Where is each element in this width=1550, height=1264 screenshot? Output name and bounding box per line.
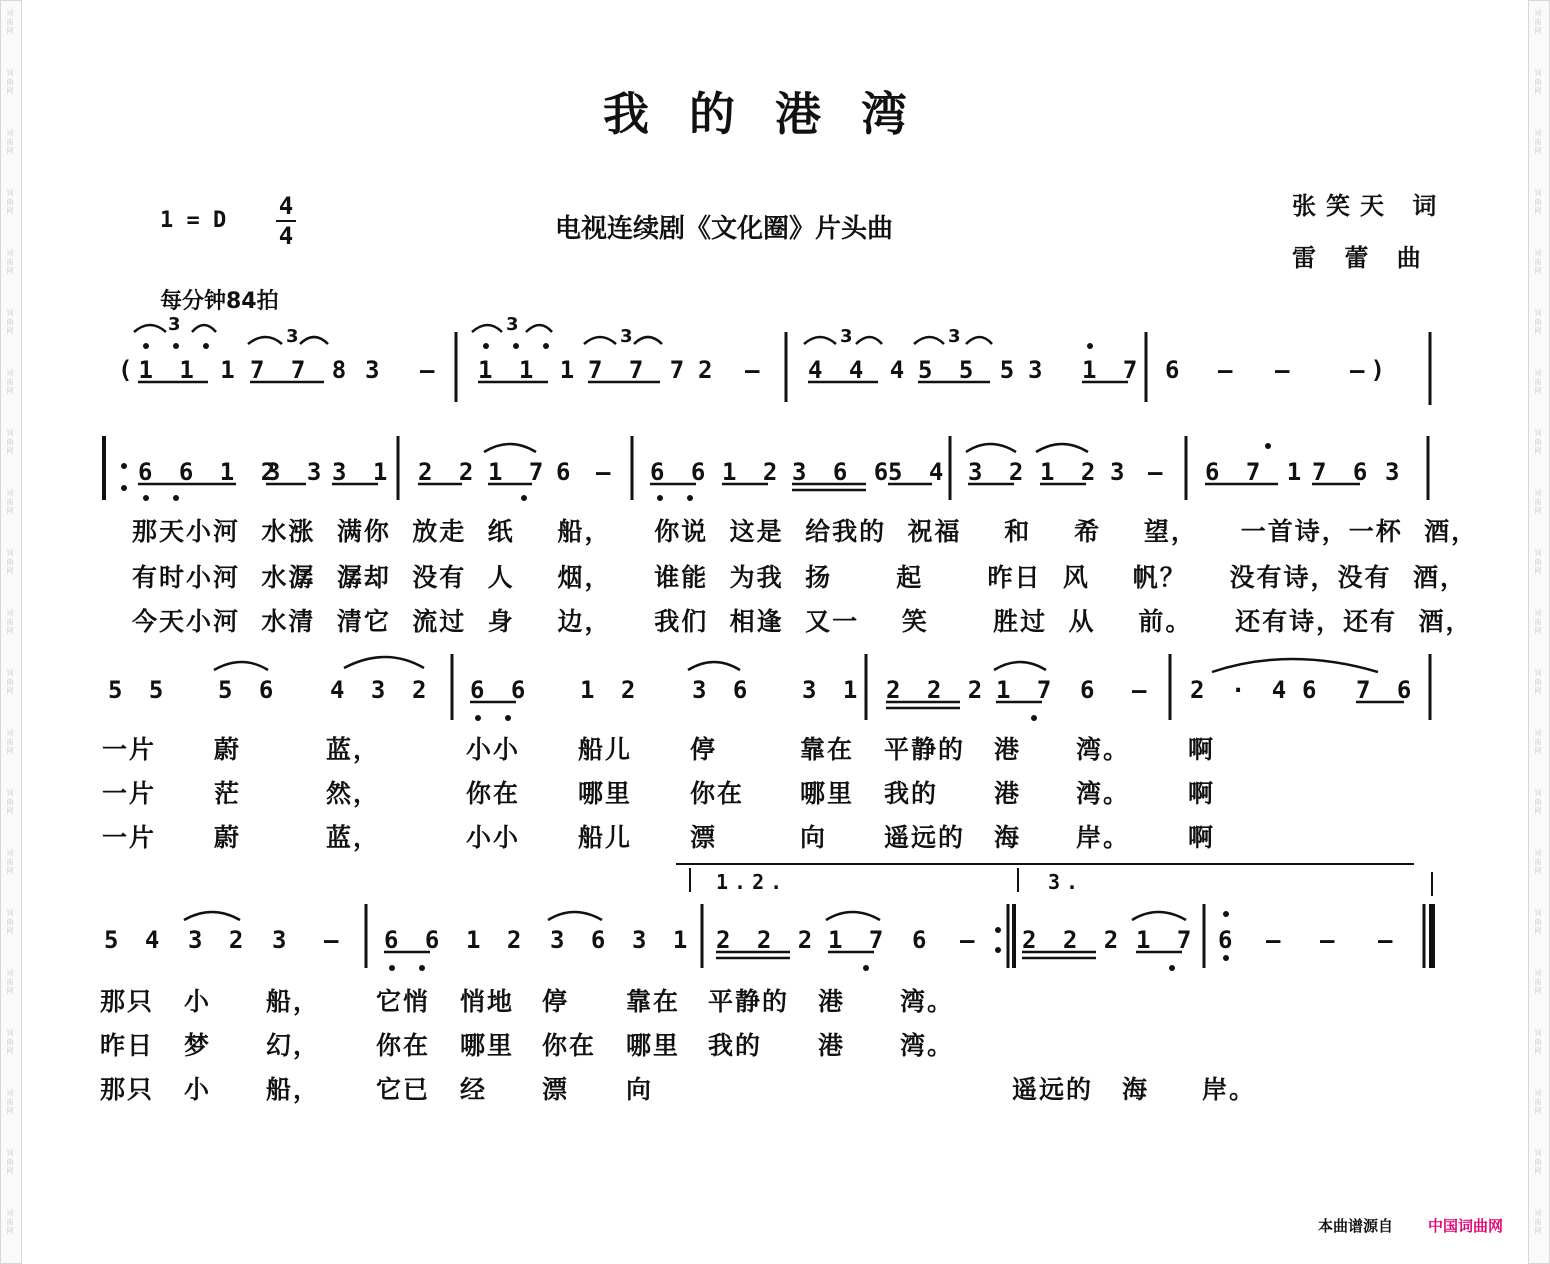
r2-note: 3 1 xyxy=(802,676,864,704)
subtitle: 电视连续剧《文化圈》片头曲 xyxy=(555,214,894,244)
watermark-glyph: 词 曲 网 xyxy=(6,249,14,275)
watermark-glyph: 词 曲 网 xyxy=(1534,1149,1542,1175)
watermark-glyph: 词 曲 网 xyxy=(6,369,14,395)
r3-note: — xyxy=(1320,926,1341,954)
intro-m2-c: 2 xyxy=(698,356,719,384)
watermark-glyph: 词 曲 网 xyxy=(6,609,14,635)
r2-note: 6 6 xyxy=(470,676,532,704)
r1-note: 2 2 xyxy=(418,458,480,486)
r2-note: 1 2 xyxy=(580,676,642,704)
watermark-glyph: 词 曲 网 xyxy=(6,1089,14,1115)
intro-m4-d: —) xyxy=(1350,356,1391,384)
footer-source: 本曲谱源自 xyxy=(1318,1217,1394,1235)
watermark-glyph: 词 曲 网 xyxy=(6,969,14,995)
watermark-glyph: 词 曲 网 xyxy=(6,909,14,935)
watermark-glyph: 词 曲 网 xyxy=(1534,909,1542,935)
r1-note: 7 6 xyxy=(1312,458,1374,486)
composer-credit: 雷 蕾 曲 xyxy=(1292,244,1431,272)
footer-site-link[interactable]: 中国词曲网 xyxy=(1428,1217,1504,1235)
triplet-mark: 3 xyxy=(168,314,181,335)
r1-note: — xyxy=(1148,458,1169,486)
r3-note: 3 xyxy=(272,926,293,954)
intro-m3-b: 5 5 5 xyxy=(918,356,1021,384)
r2-note: 6 xyxy=(1080,676,1101,704)
key-signature: 1 = D xyxy=(160,208,227,233)
intro-m4-c: — xyxy=(1275,356,1296,384)
intro-m3-d: 1 7 xyxy=(1082,356,1144,384)
watermark-glyph: 词 曲 网 xyxy=(1534,69,1542,95)
intro-m2-a: 1 1 1 xyxy=(478,356,581,384)
watermark-glyph: 词 曲 网 xyxy=(6,729,14,755)
r2-note: 5 6 xyxy=(218,676,280,704)
watermark-glyph: 词 曲 网 xyxy=(1534,789,1542,815)
watermark-glyph: 词 曲 网 xyxy=(1534,249,1542,275)
r1-note: — xyxy=(596,458,617,486)
intro-m4-a: 6 xyxy=(1165,356,1186,384)
intro-m1-b: 7 7 8 xyxy=(250,356,353,384)
watermark-glyph: 词 曲 网 xyxy=(1534,849,1542,875)
watermark-glyph: 词 曲 网 xyxy=(1534,1209,1542,1235)
r2-note: 3 6 xyxy=(692,676,754,704)
r3-note: 6 xyxy=(912,926,933,954)
intro-m3-c: 3 xyxy=(1028,356,1049,384)
intro-m4-b: — xyxy=(1218,356,1239,384)
r3-note: 3 1 xyxy=(632,926,694,954)
lyricist-credit: 张笑天 词 xyxy=(1292,192,1447,220)
volta-1-2: 1.2. xyxy=(716,870,789,894)
r3-note: 1 7 xyxy=(1136,926,1198,954)
r3-note: 1 7 xyxy=(828,926,890,954)
triplet-mark: 3 xyxy=(506,314,519,335)
watermark-glyph: 词 曲 网 xyxy=(6,1149,14,1175)
volta-3: 3. xyxy=(1048,870,1085,894)
watermark-glyph: 词 曲 网 xyxy=(6,489,14,515)
r1-note: 3 1 xyxy=(332,458,394,486)
r2-note: — xyxy=(1132,676,1153,704)
watermark-glyph: 词 曲 网 xyxy=(6,9,14,35)
watermark-glyph: 词 曲 网 xyxy=(6,549,14,575)
r1-note: 1 2 xyxy=(1040,458,1102,486)
r1-note: 1 7 xyxy=(488,458,550,486)
watermark-glyph: 词 曲 网 xyxy=(6,669,14,695)
r2-note: 6 xyxy=(1302,676,1323,704)
intro-m3-a: 4 4 4 xyxy=(808,356,911,384)
r2-note: 2 · 4 xyxy=(1190,676,1293,704)
r1-note: 3 xyxy=(1110,458,1131,486)
slurs xyxy=(134,325,1378,920)
intro-m2-b: 7 7 7 xyxy=(588,356,691,384)
r1-note: 3 6 6 xyxy=(792,458,895,486)
watermark-glyph: 词 曲 网 xyxy=(6,129,14,155)
r1-lyrics-verse1: 那天小河 水涨 满你 放走 纸 船， 你说 这是 给我的 祝福 和 希 望， 一首诗，一杯 酒， xyxy=(132,517,1479,546)
r3-note: 6 6 xyxy=(384,926,446,954)
intro-m1-a: (1 1 1 xyxy=(118,356,241,384)
r1-note: 6 6 1 2 xyxy=(138,458,282,486)
watermark-glyph: 词 曲 网 xyxy=(1534,969,1542,995)
r3-note: — xyxy=(324,926,345,954)
r3-note: — xyxy=(1266,926,1287,954)
watermark-glyph: 词 曲 网 xyxy=(6,189,14,215)
watermark-glyph: 词 曲 网 xyxy=(6,69,14,95)
r2-note: 7 6 xyxy=(1356,676,1418,704)
r2-note: 2 xyxy=(412,676,433,704)
r3-note: 2 2 2 xyxy=(716,926,819,954)
time-signature-top: 4 xyxy=(278,192,294,220)
watermark-glyph: 词 曲 网 xyxy=(1534,729,1542,755)
r1-note: 3 2 xyxy=(968,458,1030,486)
watermark-glyph: 词 曲 网 xyxy=(1534,669,1542,695)
r3-note: 3 6 xyxy=(550,926,612,954)
r1-note: 3 xyxy=(1385,458,1406,486)
watermark-glyph: 词 曲 网 xyxy=(1534,369,1542,395)
watermark-glyph: 词 曲 网 xyxy=(1534,609,1542,635)
triplet-mark: 3 xyxy=(840,326,853,347)
watermark-glyph: 词 曲 网 xyxy=(6,309,14,335)
song-title: 我的港湾 xyxy=(603,87,947,141)
watermark-glyph: 词 曲 网 xyxy=(6,1209,14,1235)
r2-note: 2 2 2 xyxy=(886,676,989,704)
intro-m2-d: — xyxy=(745,356,766,384)
octave-dots xyxy=(121,343,1271,971)
intro-m1-c: 3 xyxy=(365,356,386,384)
r1-lyrics-verse2: 有时小河 水潺 潺却 没有 人 烟， 谁能 为我 扬 起 昨日 风 帆？ 没有诗，没有 酒， xyxy=(132,563,1467,592)
watermark-glyph: 词 曲 网 xyxy=(1534,129,1542,155)
r2-note: 4 3 xyxy=(330,676,392,704)
r3-note: 5 4 xyxy=(104,926,166,954)
r2-note: 5 5 xyxy=(108,676,170,704)
watermark-glyph: 词 曲 网 xyxy=(6,789,14,815)
r1-note: 5 4 xyxy=(888,458,950,486)
watermark-glyph: 词 曲 网 xyxy=(1534,489,1542,515)
watermark-glyph: 词 曲 网 xyxy=(6,429,14,455)
r1-note: 3 3 xyxy=(266,458,328,486)
r3-note: 2 2 2 xyxy=(1022,926,1125,954)
watermark-glyph: 词 曲 网 xyxy=(1534,9,1542,35)
time-signature-bottom: 4 xyxy=(278,222,294,250)
r1-lyrics-verse3: 今天小河 水清 清它 流过 身 边， 我们 相逢 又一 笑 胜过 从 前。 还有诗，还有 酒， xyxy=(132,607,1473,636)
watermark-glyph: 词 曲 网 xyxy=(1534,189,1542,215)
r3-note: 6 xyxy=(1218,926,1239,954)
triplet-mark: 3 xyxy=(286,326,299,347)
r1-note: 6 xyxy=(556,458,577,486)
tempo-marking: 每分钟84拍 xyxy=(160,289,279,314)
triplet-mark: 3 xyxy=(620,326,633,347)
r3-note: — xyxy=(960,926,981,954)
watermark-glyph: 词 曲 网 xyxy=(6,1029,14,1055)
watermark-glyph: 词 曲 网 xyxy=(1534,429,1542,455)
r1-note: 6 7 1 xyxy=(1205,458,1308,486)
watermark-glyph: 词 曲 网 xyxy=(6,849,14,875)
r1-note: 6 6 xyxy=(650,458,712,486)
r3-note: — xyxy=(1378,926,1399,954)
r1-note: 1 2 xyxy=(722,458,784,486)
watermark-glyph: 词 曲 网 xyxy=(1534,309,1542,335)
triplet-mark: 3 xyxy=(948,326,961,347)
watermark-glyph: 词 曲 网 xyxy=(1534,1089,1542,1115)
r2-note: 1 7 xyxy=(996,676,1058,704)
watermark-glyph: 词 曲 网 xyxy=(1534,1029,1542,1055)
watermark-glyph: 词 曲 网 xyxy=(1534,549,1542,575)
intro-m1-d: — xyxy=(420,356,441,384)
r3-note: 3 2 xyxy=(188,926,250,954)
r3-note: 1 2 xyxy=(466,926,528,954)
